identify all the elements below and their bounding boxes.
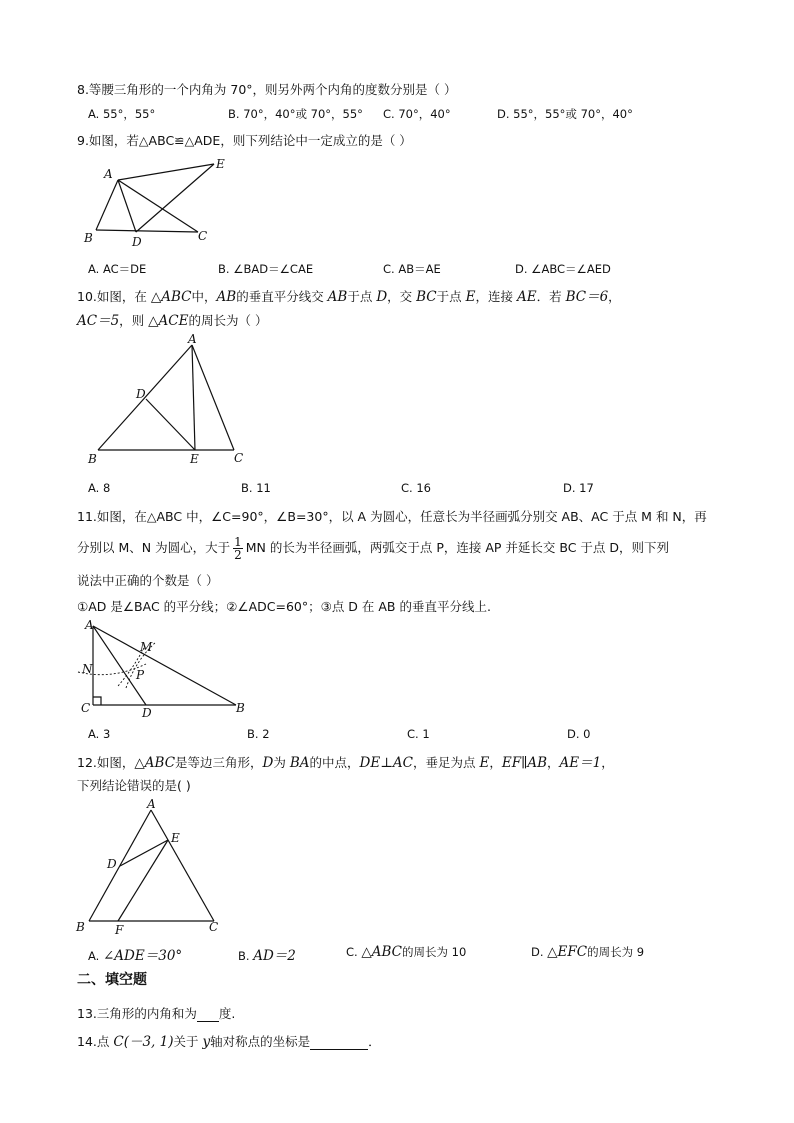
q12-label-a: A (147, 797, 156, 811)
q11-label-p: P (136, 668, 145, 682)
q8-option-d: D. 55°，55°或 70°，40° (497, 107, 633, 121)
q10-option-b: B. 11 (241, 481, 271, 495)
q8-option-c: C. 70°，40° (383, 107, 451, 121)
q10-label-d: D (136, 387, 146, 401)
q11-option-b: B. 2 (247, 727, 270, 741)
q10-figure (82, 333, 252, 469)
q11-label-d: D (142, 706, 152, 720)
q11-option-a: A. 3 (88, 727, 111, 741)
q11-label-n: N (82, 662, 93, 676)
q9-option-a: A. AC＝DE (88, 262, 147, 276)
q11-label-m: M (140, 640, 153, 654)
q12-option-d: D. △EFC的周长为 9 (531, 944, 645, 960)
q8-stem: 8.等腰三角形的一个内角为 70°，则另外两个内角的度数分别是（ ） (77, 82, 457, 97)
q9-label-b: B (84, 231, 93, 245)
q9-option-d: D. ∠ABC＝∠AED (515, 262, 611, 276)
q14: 14.点 C(－3, 1)关于 y轴对称点的坐标是 ． (77, 1034, 381, 1050)
q11-option-d: D. 0 (567, 727, 591, 741)
q12-figure (72, 796, 232, 936)
q9-figure (78, 152, 238, 250)
q10-label-e: E (190, 452, 199, 466)
q9-label-e: E (216, 157, 225, 171)
q12-option-b: B. AD＝2 (238, 948, 296, 964)
q10-label-c: C (234, 451, 244, 465)
q9-label-a: A (104, 167, 113, 181)
q11-option-c: C. 1 (407, 727, 430, 741)
q10-line1: 10.如图，在 △ABC中，AB的垂直平分线交 AB于点 D，交 BC于点 E，连接 AE．若 BC＝6， (77, 289, 621, 305)
q12-label-b: B (76, 920, 85, 934)
q11-line2: 分别以 M、N 为圆心，大于 $\frac{1}{2}$ MN 的长为半径画弧，两弧交于点 P，连接 AP 并延长交 BC 于点 D，则下列 (77, 535, 670, 562)
q11-fraction: $\frac{1}{2}$ (234, 535, 242, 562)
q11-label-c: C (81, 701, 91, 715)
q11-line3: 说法中正确的个数是（ ） (77, 573, 219, 588)
q10-label-a: A (188, 333, 197, 346)
q8-option-b: B. 70°，40°或 70°，55° (228, 107, 363, 121)
q11-label-a: A (85, 618, 94, 632)
q10-option-a: A. 8 (88, 481, 111, 495)
q8-option-a: A. 55°，55° (88, 107, 156, 121)
q12-option-c: C. △ABC的周长为 10 (346, 944, 467, 960)
q9-label-d: D (132, 235, 142, 249)
q12-line2: 下列结论错误的是( ) (77, 778, 191, 793)
q12-label-d: D (107, 857, 117, 871)
q9-label-c: C (198, 229, 208, 243)
q11-label-b: B (236, 701, 245, 715)
q10-label-b: B (88, 452, 97, 466)
q11-line4: ①AD 是∠BAC 的平分线；②∠ADC=60°；③点 D 在 AB 的垂直平分线上. (77, 599, 491, 614)
q12-label-f: F (115, 923, 124, 936)
q11-line1: 11.如图，在△ABC 中，∠C=90°，∠B=30°，以 A 为圆心，任意长为半径画弧分别交 AB、AC 于点 M 和 N，再 (77, 509, 707, 524)
q12-label-e: E (171, 831, 180, 845)
q11-figure (76, 616, 256, 720)
q9-stem: 9.如图，若△ABC≌△ADE，则下列结论中一定成立的是（ ） (77, 133, 412, 148)
q12-label-c: C (209, 920, 219, 934)
q12-line1: 12.如图，△ABC是等边三角形，D为 BA的中点，DE⊥AC，垂足为点 E，EF∥AB，AE＝1， (77, 755, 614, 771)
q10-option-d: D. 17 (563, 481, 594, 495)
q14-blank (310, 1035, 368, 1050)
q10-line2: AC＝5，则 △ACE的周长为（ ） (77, 313, 268, 329)
q10-option-c: C. 16 (401, 481, 431, 495)
q13: 13.三角形的内角和为 度. (77, 1006, 236, 1021)
section-title-fill-in: 二、填空题 (77, 972, 147, 988)
q12-option-a: A. ∠ADE＝30° (88, 948, 183, 964)
q9-option-b: B. ∠BAD＝∠CAE (218, 262, 314, 276)
q9-option-c: C. AB＝AE (383, 262, 441, 276)
q13-blank (197, 1007, 219, 1022)
